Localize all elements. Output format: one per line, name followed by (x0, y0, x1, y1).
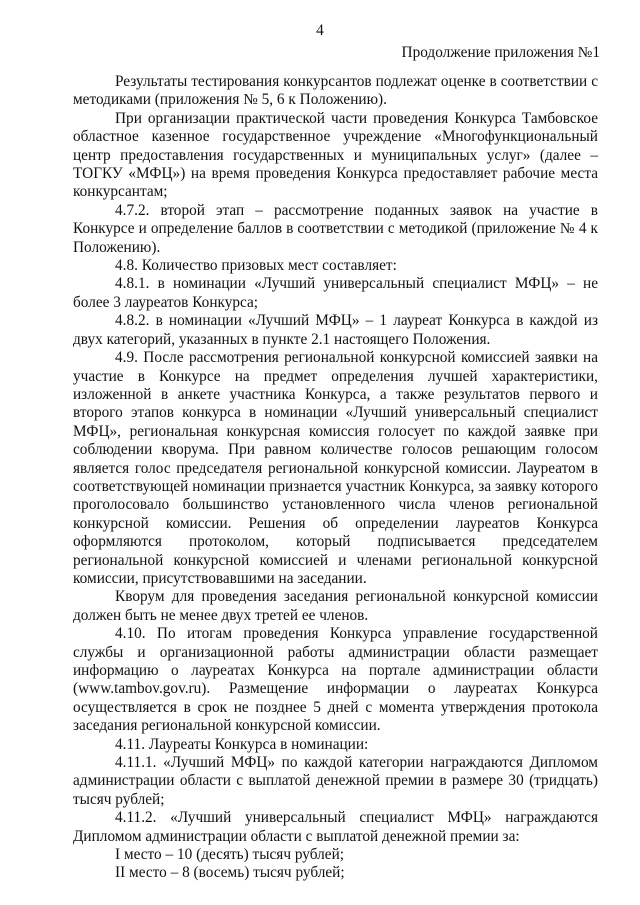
paragraph-practical-part: При организации практической части проведения Конкурса Тамбовское областное казенное государственное учреждение «Многофункциональный центр предоставления государственных и муниципальных услуг» (далее – ТОГКУ «МФЦ») на время проведения Конкурса предоставляет рабочие места конкурсантам; (73, 109, 598, 201)
paragraph-4-8-1: 4.8.1. в номинации «Лучший универсальный специалист МФЦ» – не более 3 лауреатов Конкурса; (73, 275, 598, 311)
paragraph-testing-results: Результаты тестирования конкурсантов подлежат оценке в соответствии с методиками (приложения № 5, 6 к Положению). (73, 73, 598, 109)
document-body (73, 73, 598, 883)
prize-first-place: I место – 10 (десять) тысяч рублей; (115, 846, 345, 864)
prize-second-place: II место – 8 (восемь) тысяч рублей; (115, 864, 345, 882)
paragraph-4-8-2: 4.8.2. в номинации «Лучший МФЦ» – 1 лауреат Конкурса в каждой из двух категорий, указанных в пункте 2.1 настоящего Положения. (73, 312, 598, 348)
appendix-continuation-note: Продолжение приложения №1 (401, 44, 600, 61)
paragraph-4-11-2: 4.11.2. «Лучший универсальный специалист МФЦ» награждаются Дипломом администрации области с выплатой денежной премии за: (73, 809, 598, 845)
paragraph-4-7-2: 4.7.2. второй этап – рассмотрение поданных заявок на участие в Конкурсе и определение баллов в соответствии с методикой (приложение № 4 к Положению). (73, 201, 598, 256)
paragraph-quorum: Кворум для проведения заседания региональной конкурсной комиссии должен быть не менее двух третей ее членов. (73, 588, 598, 624)
paragraph-4-11: 4.11. Лауреаты Конкурса в номинации: (115, 735, 369, 753)
page-number: 4 (316, 22, 324, 39)
paragraph-4-8: 4.8. Количество призовых мест составляет: (115, 257, 397, 275)
paragraph-4-10: 4.10. По итогам проведения Конкурса управление государственной службы и организационной работы администрации области размещает информацию о лауреатах Конкурса на портале администрации области (www.tambov.gov.ru). Размещение информации о лауреатах Конкурса осуществляется в срок не позднее 5 дней с момента утверждения протокола заседания региональной конкурсной комиссии. (73, 625, 598, 735)
paragraph-4-9: 4.9. После рассмотрения региональной конкурсной комиссией заявки на участие в Конкурсе на предмет определения лучшей характеристики, изложенной в анкете участника Конкурса, а также результатов первого и второго этапов конкурса в номинации «Лучший универсальный специалист МФЦ», региональная конкурсная комиссия голосует по каждой заявке при соблюдении кворума. При равном количестве голосов решающим голосом является голос председателя региональной конкурсной комиссии. Лауреатом в соответствующей номинации признается участник Конкурса, за заявку которого проголосовало большинство установленного числа членов региональной конкурсной комиссии. Решения об определении лауреатов Конкурса оформляются протоколом, который подписывается председателем региональной конкурсной комиссией и членами региональной конкурсной комиссии, присутствовавшими на заседании. (73, 349, 598, 587)
paragraph-4-11-1: 4.11.1. «Лучший МФЦ» по каждой категории награждаются Дипломом администрации области с выплатой денежной премии в размере 30 (тридцать) тысяч рублей; (73, 754, 598, 808)
